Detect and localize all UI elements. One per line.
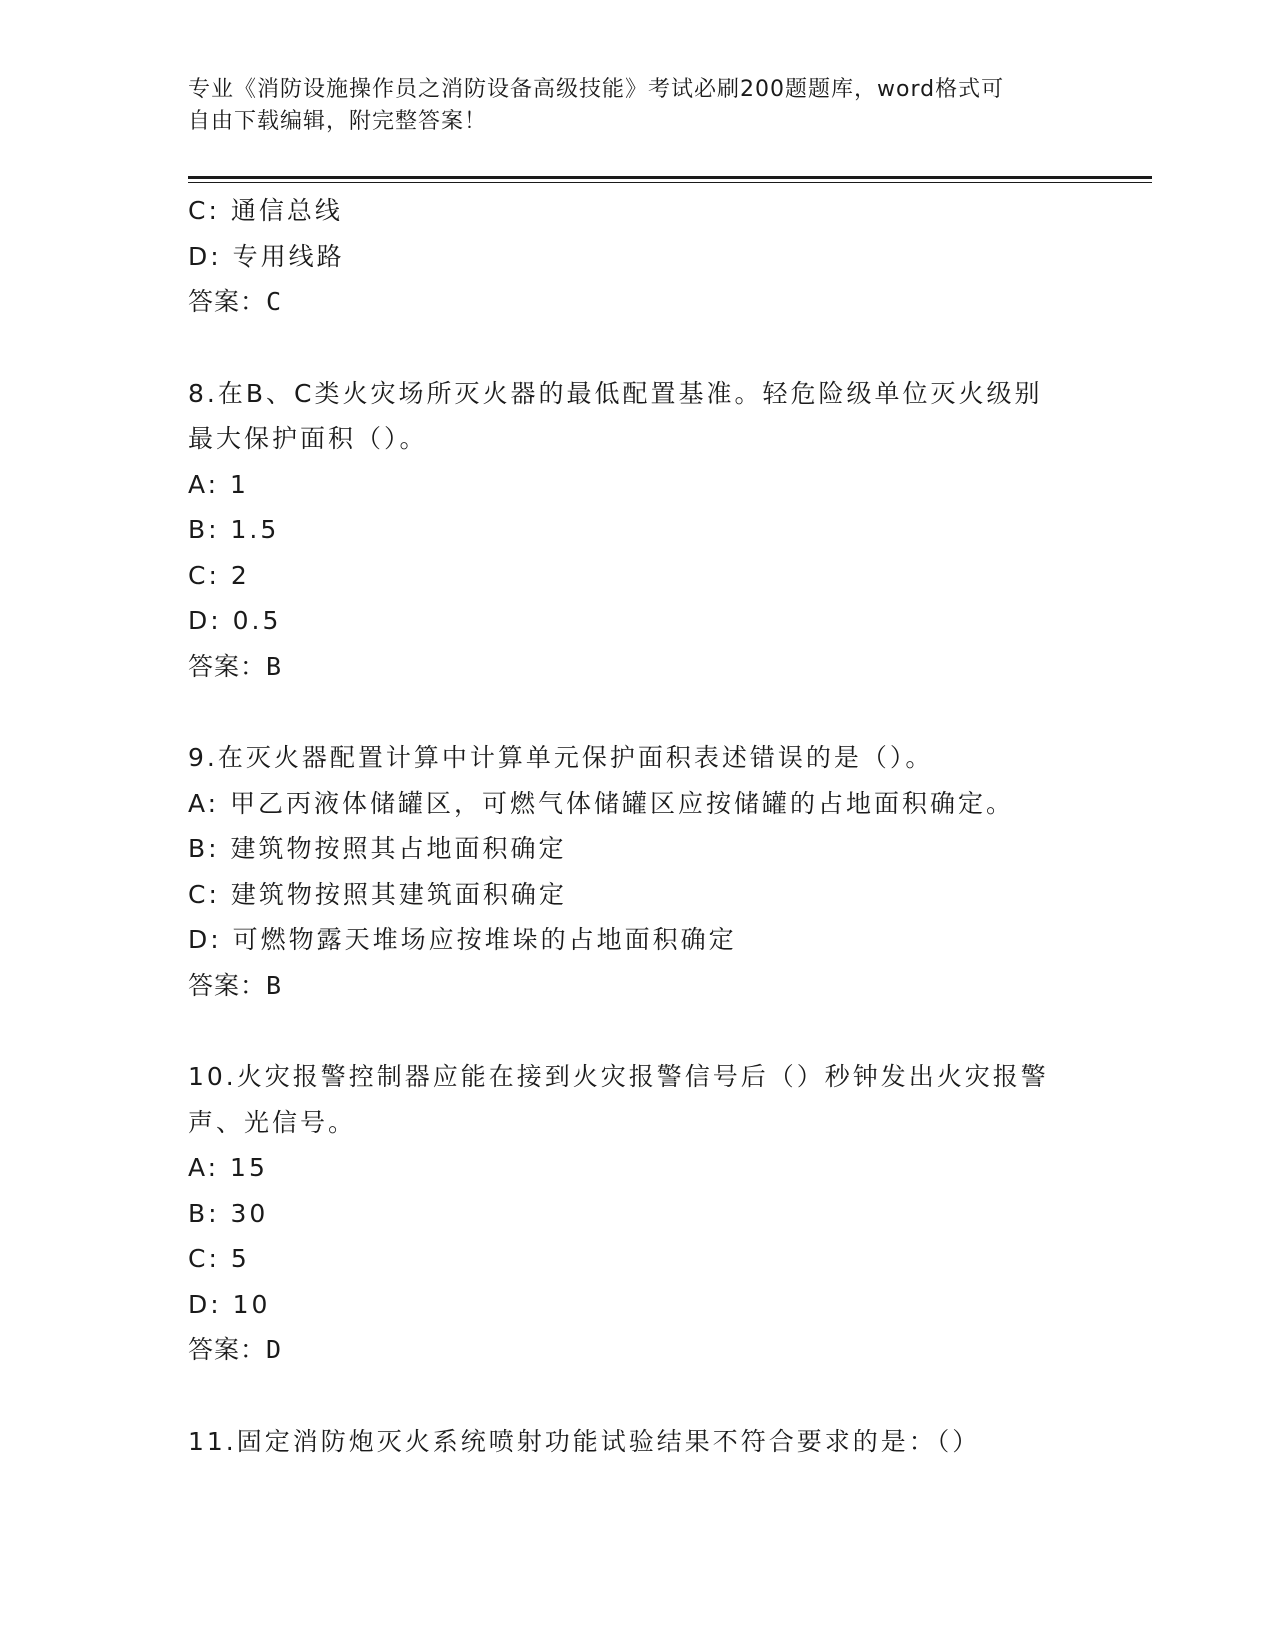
- answer-value: C: [266, 287, 283, 316]
- header-divider-thick: [188, 176, 1152, 179]
- question-stem-line-2: 最大保护面积（）。: [188, 424, 428, 453]
- option-c: C: 2: [188, 560, 250, 590]
- option-d: D: 10: [188, 1289, 271, 1319]
- answer-value: B: [266, 970, 283, 1000]
- question-gap: [188, 689, 1088, 735]
- question-stem-line-1: 10.火灾报警控制器应能在接到火灾报警信号后（）秒钟发出火灾报警: [188, 1062, 1049, 1091]
- question-gap: [188, 1008, 1088, 1054]
- option-b: B: 1.5: [188, 515, 280, 544]
- option-d: D: 可燃物露天堆场应按堆垛的占地面积确定: [188, 925, 737, 954]
- question-stem-line-1: 8.在B、C类火灾场所灭火器的最低配置基准。轻危险级单位灭火级别: [188, 378, 1043, 408]
- question-9: [188, 735, 1088, 1008]
- question-11: [188, 1419, 1088, 1465]
- answer-line: [188, 279, 1088, 325]
- option-c: C: 建筑物按照其建筑面积确定: [188, 879, 567, 909]
- answer-label: 答案：: [188, 287, 267, 316]
- answer-line: [188, 644, 1088, 690]
- question-stem-line-2: 声、光信号。: [188, 1107, 357, 1137]
- answer-value: D: [266, 1335, 283, 1364]
- question-stem-line-1: 11.固定消防炮灭火系统喷射功能试验结果不符合要求的是：（）: [188, 1426, 981, 1456]
- question-7-continued: [188, 188, 1088, 325]
- question-stem-line-1: 9.在灭火器配置计算中计算单元保护面积表述错误的是（）。: [188, 743, 934, 772]
- option-d: D: 0.5: [188, 606, 282, 635]
- answer-label: 答案：: [188, 970, 267, 1000]
- question-8: [188, 371, 1088, 690]
- answer-value: B: [266, 651, 283, 681]
- answer-line: [188, 963, 1088, 1009]
- header-divider-thin: [188, 182, 1152, 183]
- question-list: [188, 188, 1088, 1464]
- option-a: A: 甲乙丙液体储罐区，可燃气体储罐区应按储罐的占地面积确定。: [188, 788, 1015, 818]
- option-d: D: 专用线路: [188, 241, 345, 271]
- option-b: B: 建筑物按照其占地面积确定: [188, 834, 567, 863]
- option-b: B: 30: [188, 1198, 269, 1228]
- option-c: C: 5: [188, 1244, 250, 1273]
- answer-label: 答案：: [188, 1335, 267, 1364]
- option-a: A: 1: [188, 469, 249, 499]
- question-gap: [188, 1373, 1088, 1419]
- option-c: C: 通信总线: [188, 196, 343, 225]
- header-line-2: 自由下载编辑，附完整答案！: [188, 109, 488, 134]
- option-a: A: 15: [188, 1153, 268, 1182]
- answer-line: [188, 1327, 1088, 1373]
- answer-label: 答案：: [188, 651, 267, 681]
- question-10: [188, 1054, 1088, 1373]
- header-line-1: 专业《消防设施操作员之消防设备高级技能》考试必刷200题题库，word格式可: [188, 77, 1005, 102]
- document-header: [188, 74, 1088, 138]
- question-gap: [188, 325, 1088, 371]
